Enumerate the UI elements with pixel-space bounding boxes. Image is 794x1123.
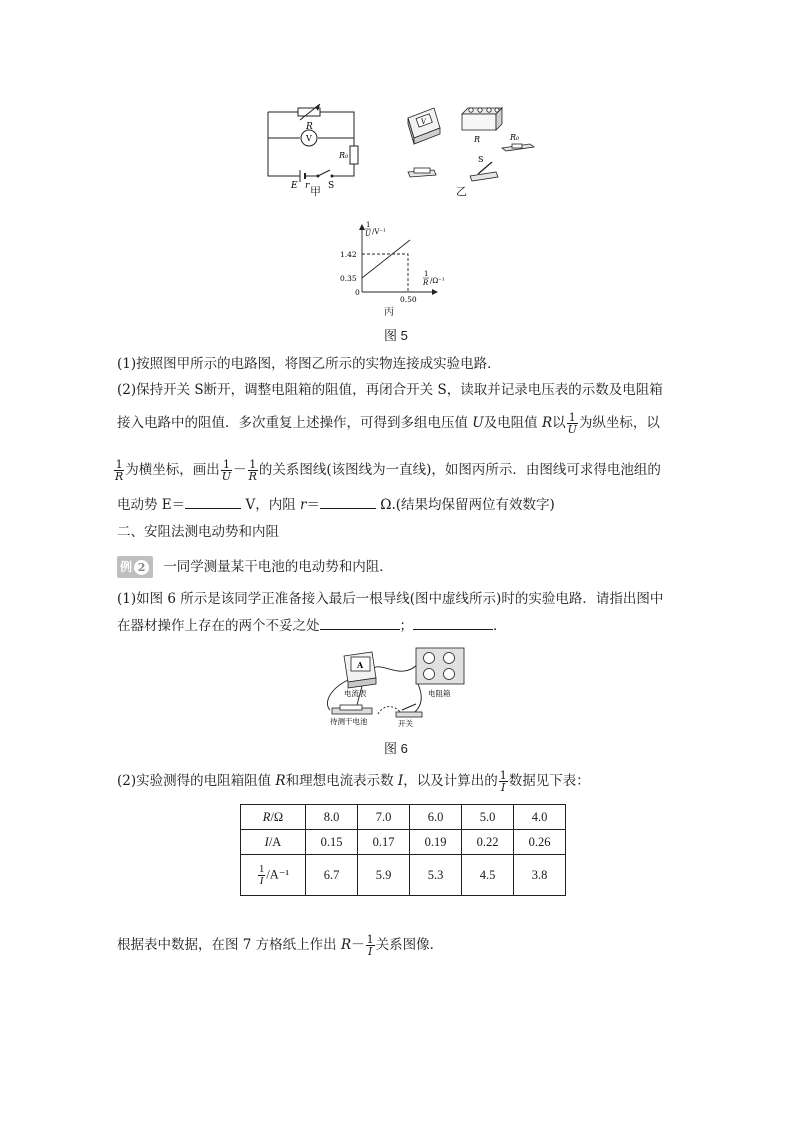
label-yi-s: S — [478, 155, 484, 164]
table-cell: 5.0 — [462, 805, 514, 830]
table-cell: 8.0 — [306, 805, 358, 830]
figure6-caption: 图 6 — [384, 741, 408, 756]
graph-ytick-035: 0.35 — [340, 274, 357, 283]
question-2-line-3: $\frac{1}{R}$ 为横坐标，画出 $\frac{1}{U}$ － $\frac{1}{R}$ 的关系图线(该图线为一直线)，如图丙所示．由图线可求得电池组的 — [115, 458, 661, 483]
table-cell: 0.22 — [462, 830, 514, 855]
caption-bing: 丙 — [384, 307, 394, 318]
question-1: (1)按照图甲所示的电路图，将图乙所示的实物连接成实验电路． — [117, 356, 501, 372]
answer-blank-r[interactable] — [320, 494, 376, 509]
fraction-1-over-r: $\frac{1}{R}$ — [115, 458, 124, 483]
example-q1-line-1: (1)如图 6 所示是该同学正准备接入最后一根导线(图中虚线所示)时的实验电路．请指出图中 — [117, 591, 664, 607]
table-cell: 5.3 — [410, 855, 462, 896]
table-header: R/Ω — [241, 805, 306, 830]
label-variable-resistor: R — [306, 122, 313, 132]
caption-jia: 甲 — [310, 185, 321, 198]
table-row — [241, 855, 566, 896]
table-cell: 7.0 — [358, 805, 410, 830]
fig6-box-label: 电阻箱 — [428, 689, 451, 698]
graph-origin: 0 — [355, 288, 360, 297]
section-2-heading: 二、安阻法测电动势和内阻 — [117, 524, 279, 540]
table-cell: 6.7 — [306, 855, 358, 896]
fraction-1-over-r-2: $\frac{1}{R}$ — [248, 458, 257, 483]
graph-ytick-142: 1.42 — [340, 250, 357, 259]
fraction-1-over-i-2: $\frac{1}{I}$ — [366, 933, 374, 958]
label-r: r — [305, 181, 310, 191]
fig6-ammeter-label: 电流表 — [344, 689, 367, 698]
caption-yi: 乙 — [456, 185, 467, 198]
table-cell: 0.19 — [410, 830, 462, 855]
table-cell: 0.17 — [358, 830, 410, 855]
table-row — [241, 830, 566, 855]
graph-ylabel-num: 1 — [366, 221, 371, 229]
label-s: S — [328, 181, 335, 191]
graph-ylabel-den: U — [365, 230, 371, 238]
graph-xtick-050: 0.50 — [400, 295, 417, 304]
answer-blank-issue-1[interactable] — [320, 615, 400, 630]
fig6-switch-label: 开关 — [398, 719, 413, 728]
fig6-ammeter-a: A — [357, 660, 364, 670]
question-2-line-2: 接入电路中的阻值．多次重复上述操作，可得到多组电压值 U及电阻值 R以 $\frac{1}{U}$ 为纵坐标，以 — [117, 411, 660, 436]
question-2-line-4: 电动势 E＝ V，内阻 r＝ Ω.(结果均保留两位有效数字) — [117, 494, 555, 515]
data-table — [240, 804, 566, 896]
table-cell: 0.26 — [514, 830, 566, 855]
table-cell: 5.9 — [358, 855, 410, 896]
table-cell: 6.0 — [410, 805, 462, 830]
label-voltmeter: V — [306, 134, 312, 143]
graph-bing — [326, 214, 466, 314]
graph-xlabel-num: 1 — [424, 270, 429, 278]
table-header: $\frac{1}{I}$ /A⁻¹ — [241, 855, 306, 896]
example-badge: 例 2 — [117, 556, 153, 578]
label-yi-r0: R₀ — [510, 133, 520, 142]
fraction-1-over-u: $\frac{1}{U}$ — [567, 411, 577, 436]
example-q1-line-2: 在器材操作上存在的两个不妥之处 ； ． — [117, 615, 507, 636]
graph-xlabel-unit: /Ω⁻¹ — [430, 277, 445, 285]
fraction-1-over-u-2: $\frac{1}{U}$ — [221, 458, 232, 483]
fraction-1-over-i: $\frac{1}{I}$ — [499, 769, 507, 794]
graph-ylabel-unit: /V⁻¹ — [372, 228, 386, 236]
example-q3: 根据表中数据，在图 7 方格纸上作出 R－ $\frac{1}{I}$ 关系图像． — [117, 933, 444, 958]
apparatus-diagram-yi — [400, 100, 540, 190]
question-2-line-1: (2)保持开关 S断开，调整电阻箱的阻值，再闭合开关 S，读取并记录电压表的示数及电阻箱 — [117, 382, 663, 398]
figure5-caption: 图 5 — [384, 328, 408, 343]
label-yi-v: V — [421, 118, 427, 126]
table-row — [241, 805, 566, 830]
table-header: I/A — [241, 830, 306, 855]
table-cell: 0.15 — [306, 830, 358, 855]
table-cell: 3.8 — [514, 855, 566, 896]
fig6-battery-label: 待测干电池 — [330, 717, 368, 726]
apparatus-diagram-figure-6 — [318, 644, 478, 730]
label-e: E — [291, 181, 298, 191]
answer-blank-issue-2[interactable] — [413, 615, 493, 630]
label-yi-r: R — [474, 135, 481, 144]
example-q2: (2)实验测得的电阻箱阻值 R和理想电流表示数 I，以及计算出的 $\frac{1}{I}$ 数据见下表： — [117, 769, 590, 794]
table-cell: 4.0 — [514, 805, 566, 830]
table-cell: 4.5 — [462, 855, 514, 896]
example-2: 例 2 一同学测量某干电池的电动势和内阻． — [117, 556, 393, 578]
answer-blank-e[interactable] — [185, 494, 241, 509]
label-r0: R₀ — [339, 151, 349, 160]
graph-xlabel-den: R — [423, 279, 429, 287]
